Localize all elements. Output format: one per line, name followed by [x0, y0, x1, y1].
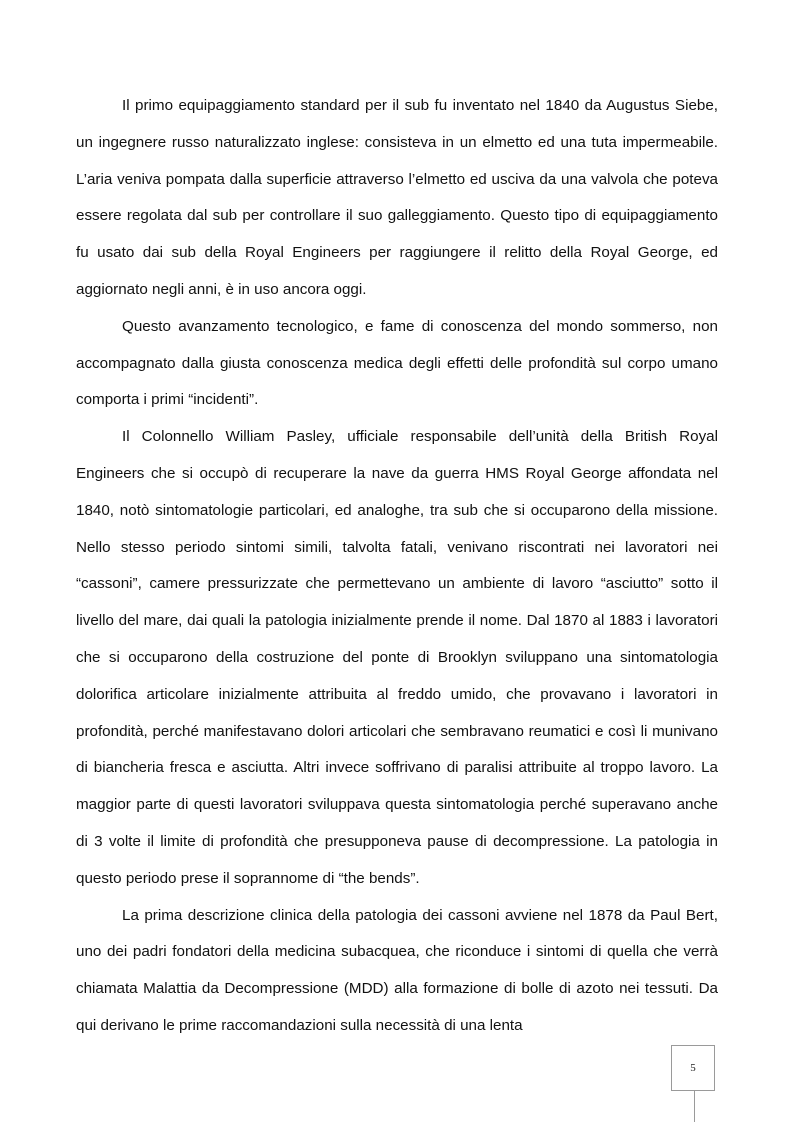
paragraph-siebe-equipment: Il primo equipaggiamento standard per il sub fu inventato nel 1840 da Augustus Siebe, un ingegnere russo naturalizzato inglese: consisteva in un elmetto ed una tuta impermeabile. L’aria veniva pompata dalla superficie attraverso l’elmetto ed usciva da una valvola che poteva essere regolata dal sub per controllare il suo galleggiamento. Questo tipo di equipaggiamento fu usato dai sub della Royal Engineers per raggiungere il relitto della Royal George, ed aggiornato negli anni, è in uso ancora oggi. — [76, 97, 718, 298]
paragraph-pasley-cassoni: Il Colonnello William Pasley, ufficiale responsabile dell’unità della British Royal Engineers che si occupò di recuperare la nave da guerra HMS Royal George affondata nel 1840, notò sintomatologie particolari, ed analoghe, tra sub che si occuparono della missione. Nello stesso periodo sintomi simili, talvolta fatali, venivano riscontrati nei lavoratori nei “cassoni”, camere pressurizzate che permettevano un ambiente di lavoro “asciutto” sotto il livello del mare, dai quali la patologia inizialmente prende il nome. Dal 1870 al 1883 i lavoratori che si occuparono della costruzione del ponte di Brooklyn sviluppano una sintomatologia dolorifica articolare inizialmente attribuita al freddo umido, che provavano i lavoratori in profondità, perché manifestavano dolori articolari che sembravano reumatici e così li munivano di biancheria fresca e asciutta. Altri invece soffrivano di paralisi attribuite al troppo lavoro. La maggior parte di questi lavoratori sviluppava questa sintomatologia perché superavano anche di 3 volte il limite di profondità che presupponeva pause di decompressione. La patologia in questo periodo prese il soprannome di “the bends”. — [76, 428, 718, 887]
page-number-text: 5 — [690, 1062, 696, 1074]
page-number — [671, 1045, 715, 1091]
paragraph-incidents: Questo avanzamento tecnologico, e fame di conoscenza del mondo sommerso, non accompagnato dalla giusta conoscenza medica degli effetti delle profondità sul corpo umano comporta i primi “incidenti”. — [76, 317, 718, 409]
document-body — [76, 88, 718, 1045]
page-number-rule — [694, 1091, 695, 1122]
paragraph-paul-bert: La prima descrizione clinica della patologia dei cassoni avviene nel 1878 da Paul Bert, uno dei padri fondatori della medicina subacquea, che riconduce i sintomi di quella che verrà chiamata Malattia da Decompressione (MDD) alla formazione di bolle di azoto nei tessuti. Da qui derivano le prime raccomandazioni sulla necessità di una lenta — [76, 906, 718, 1034]
